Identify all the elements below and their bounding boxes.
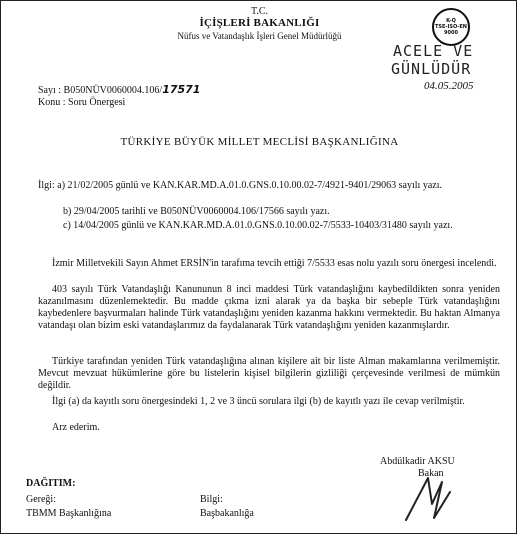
konu-label: Konu: [38, 97, 61, 108]
recipient-title: TÜRKİYE BÜYÜK MİLLET MECLİSİ BAŞKANLIĞINA: [120, 136, 399, 148]
geregi-value: TBMM Başkanlığına: [26, 508, 112, 519]
geregi-label: Gereği:: [26, 494, 56, 505]
quality-seal: [432, 8, 470, 46]
distribution-title: DAĞITIM:: [26, 478, 76, 489]
signature-title: Bakan: [418, 468, 444, 479]
body-paragraph-4: İlgi (a) da kayıtlı soru önergesindeki 1, 2 ve 3 üncü sorulara ilgi (b) de kayıtlı yazı ile cevap verilmiştir.: [52, 396, 465, 407]
header-directorate: Nüfus ve Vatandaşlık İşleri Genel Müdürlüğü: [177, 31, 342, 41]
ilgi-item-c: c) 14/04/2005 günlü ve KAN.KAR.MD.A.01.0.GNS.0.10.00.02-7/5533-10403/31480 sayılı yazı.: [63, 220, 453, 231]
seal-line-1: K-Q: [446, 18, 456, 24]
stamp-date: 04.05.2005: [424, 80, 474, 92]
konu-row: [38, 97, 125, 109]
body-paragraph-1: İzmir Milletvekili Sayın Ahmet ERSİN'in tarafıma tevcih ettiği 7/5533 esas nolu yazılı soru önergesi incelendi.: [52, 258, 497, 269]
body-paragraph-2: 403 sayılı Türk Vatandaşlığı Kanununun 8 inci maddesi Türk vatandaşlığını kaybedildikten sonra yeniden kazanılmasını düzenlemektedir. Bu madde çıkma izni alarak ya da başka bir sebeple Türk vatandaşlığını kaybedenlere başvurmaları halinde Türk vatandaşlığını yeniden kazanma hakkını vermektedir. Bu haktan Almanya vatandaşı olan bizim eski vatandaşlarımız da faydalanarak Türk vatandaşlığını yeniden kazanmışlardır.: [38, 284, 500, 331]
bilgi-value: Başbakanlığa: [200, 508, 254, 519]
signature-scribble: [398, 474, 458, 524]
seal-line-2: TSE-ISO-EN: [435, 24, 467, 30]
stamp-line-1: ACELE VE: [393, 42, 474, 60]
ilgi-item-b: b) 29/04/2005 tarihli ve B050NÜV0060004.106/17566 sayılı yazı.: [63, 206, 330, 217]
sayi-value: : B050NÜV0060004.106/: [58, 85, 163, 96]
body-paragraph-3: Türkiye tarafından yeniden Türk vatandaşlığına alınan kişilere ait bir liste Alman makamlarına verilmemiştir. Mevcut mevzuat hükümlerine göre bu listelerin kişisel bilgilerin gizliliği çerçevesinde verilmesi de mümkün değildir.: [38, 356, 500, 391]
sayi-handwritten: 17571: [162, 83, 201, 96]
urgent-stamp: [393, 42, 473, 78]
sayi-label: Sayı: [38, 85, 56, 96]
ilgi-item-a: : a) 21/02/2005 günlü ve KAN.KAR.MD.A.01.0.GNS.0.10.00.02-7/4921-9401/29063 sayılı yazı.: [52, 180, 442, 191]
signature-name: Abdülkadir AKSU: [380, 456, 455, 467]
body-paragraph-5: Arz ederim.: [52, 422, 100, 433]
konu-value: : Soru Önergesi: [62, 97, 126, 108]
ilgi-label: İlgi: [38, 180, 52, 191]
seal-line-3: 9000: [444, 30, 458, 36]
sayi-row: [38, 84, 200, 97]
bilgi-label: Bilgi:: [200, 494, 223, 505]
header-tc: T.C.: [250, 6, 269, 17]
header-ministry: İÇİŞLERİ BAKANLIĞI: [199, 17, 320, 29]
stamp-line-2: GÜNLÜDÜR: [391, 60, 472, 78]
